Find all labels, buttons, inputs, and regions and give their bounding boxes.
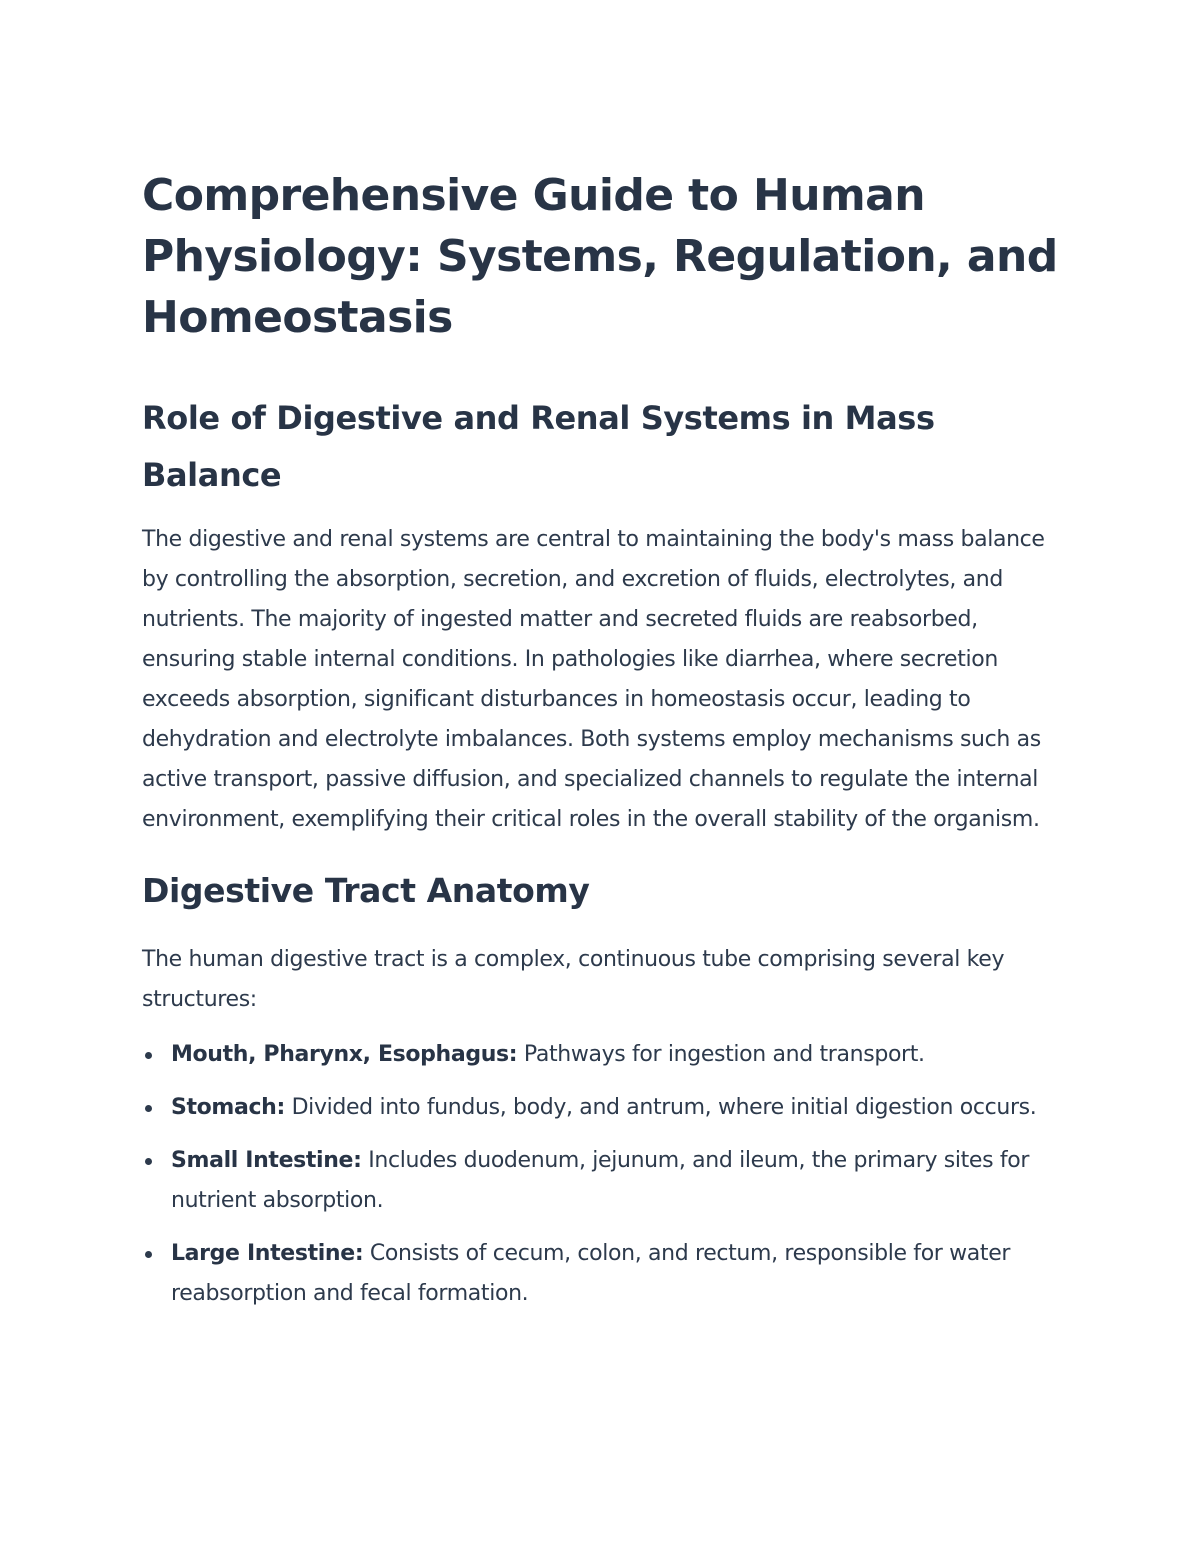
list-item-text: Divided into fundus, body, and antrum, where initial digestion occurs. [284,1095,1037,1120]
bullet-icon [145,1158,152,1165]
section-paragraph-mass-balance: The digestive and renal systems are central to maintaining the body's mass balance by controlling the absorption, secretion, and excretion of fluids, electrolytes, and nutrients. The majority of ingested matter and secreted fluids are reabsorbed, ensuring stable internal conditions. In pathologies like diarrhea, where secretion exceeds absorption, significant disturbances in homeostasis occur, leading to dehydration and electrolyte imbalances. Both systems employ mechanisms such as active transport, passive diffusion, and specialized channels to regulate the internal environment, exemplifying their critical roles in the overall stability of the organism. [142,527,1045,832]
bullet-icon [145,1105,152,1112]
list-item [142,1234,1072,1314]
list-item-term: Small Intestine: [171,1148,362,1173]
bullet-icon [145,1052,152,1059]
list-item [142,1035,1072,1075]
list-item-text: Consists of cecum, colon, and rectum, responsible for water reabsorption and fecal formation. [171,1241,1011,1306]
section-intro-digestive-anatomy: The human digestive tract is a complex, continuous tube comprising several key structures: [142,947,1005,1012]
list-item [142,1141,1072,1221]
bullet-icon [145,1251,152,1258]
list-item-term: Mouth, Pharynx, Esophagus: [171,1042,518,1067]
list-item-term: Large Intestine: [171,1241,364,1266]
document-title: Comprehensive Guide to Human Physiology: Systems, Regulation, and Homeostasis [142,170,1058,343]
list-item-term: Stomach: [171,1095,285,1120]
list-item [142,1088,1072,1128]
section-heading-mass-balance: Role of Digestive and Renal Systems in Mass Balance [142,399,935,494]
section-heading-digestive-anatomy: Digestive Tract Anatomy [142,871,590,910]
document-page [142,165,1072,1327]
list-item-text: Includes duodenum, jejunum, and ileum, the primary sites for nutrient absorption. [171,1148,1030,1213]
list-item-text: Pathways for ingestion and transport. [517,1042,925,1067]
digestive-structures-list [142,1035,1072,1314]
